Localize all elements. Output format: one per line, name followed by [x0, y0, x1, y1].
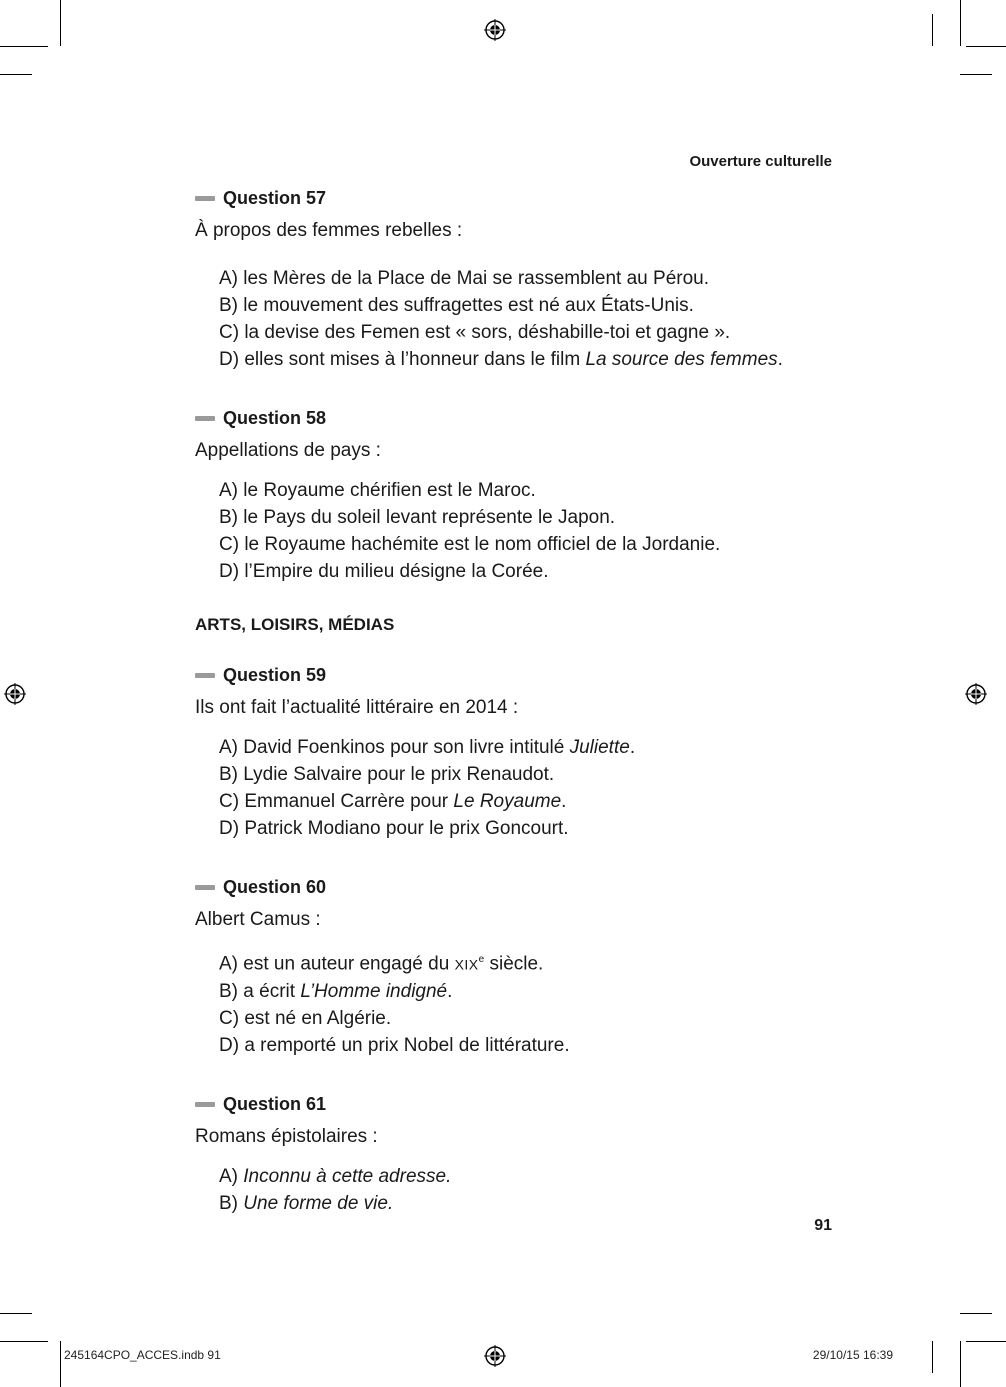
- answer-list: [219, 946, 835, 1059]
- question-heading: [195, 186, 835, 210]
- answer-b: B) a écrit L’Homme indigné.: [219, 981, 453, 1003]
- question-title: Question 61: [223, 1093, 327, 1114]
- answer-list: [219, 265, 835, 373]
- answer-c: C) le Royaume hachémite est le nom officiel de la Jordanie.: [219, 534, 721, 555]
- answer-c: C) la devise des Femen est « sors, déshabille-toi et gagne ».: [219, 322, 731, 343]
- answer-c: C) Emmanuel Carrère pour Le Royaume.: [219, 791, 567, 812]
- crop-mark-icon: [60, 1341, 61, 1387]
- question-heading: [195, 663, 835, 687]
- question-bar-icon: [195, 416, 215, 421]
- answer-d: D) a remporté un prix Nobel de littérature.: [219, 1035, 570, 1057]
- crop-mark-icon: [966, 1341, 1006, 1342]
- slug-file: 245164CPO_ACCES.indb 91: [64, 1348, 221, 1362]
- question-heading: [195, 406, 835, 430]
- answer-a: A) Inconnu à cette adresse.: [219, 1166, 452, 1188]
- question-59: [195, 663, 835, 842]
- question-bar-icon: [195, 885, 215, 890]
- answer-list: [219, 477, 835, 585]
- crop-mark-icon: [0, 46, 48, 47]
- crop-mark-icon: [960, 1313, 992, 1314]
- question-57: [195, 186, 835, 373]
- question-intro: Ils ont fait l’actualité littéraire en 2014 :: [195, 697, 519, 718]
- registration-mark-icon: [965, 683, 987, 705]
- question-58: [195, 406, 835, 585]
- film-title: La source des femmes: [585, 349, 778, 370]
- question-title: Question 60: [223, 876, 327, 897]
- question-bar-icon: [195, 196, 215, 201]
- answer-b: B) Lydie Salvaire pour le prix Renaudot.: [219, 764, 555, 785]
- crop-mark-icon: [60, 0, 61, 46]
- question-intro: À propos des femmes rebelles :: [195, 220, 463, 241]
- answer-b: B) le Pays du soleil levant représente le Japon.: [219, 507, 616, 528]
- answer-a: A) est un auteur engagé du XIXe siècle.: [219, 953, 544, 975]
- crop-mark-icon: [0, 74, 32, 75]
- running-header: Ouverture culturelle: [689, 153, 832, 170]
- crop-mark-icon: [960, 74, 992, 75]
- crop-mark-icon: [960, 1341, 961, 1387]
- book-title: L’Homme indigné: [300, 981, 448, 1003]
- answer-a: A) les Mères de la Place de Mai se rassemblent au Pérou.: [219, 268, 710, 289]
- question-61: [195, 1092, 835, 1217]
- question-title: Question 57: [223, 187, 327, 208]
- crop-mark-icon: [0, 1313, 32, 1314]
- answer-a: A) David Foenkinos pour son livre intitulé Juliette.: [219, 737, 636, 758]
- section-title: ARTS, LOISIRS, MÉDIAS: [195, 615, 395, 634]
- question-intro: Appellations de pays :: [195, 440, 381, 461]
- question-bar-icon: [195, 673, 215, 678]
- question-bar-icon: [195, 1102, 215, 1107]
- question-60: [195, 875, 835, 1059]
- page-number: 91: [814, 1217, 832, 1234]
- book-title: Juliette: [569, 737, 630, 758]
- answer-list: [219, 1163, 835, 1217]
- century-numeral: XIX: [454, 956, 479, 973]
- question-heading: [195, 1092, 835, 1116]
- book-title: Une forme de vie.: [243, 1193, 394, 1215]
- answer-a: A) le Royaume chérifien est le Maroc.: [219, 480, 536, 501]
- crop-mark-icon: [0, 1341, 48, 1342]
- crop-mark-icon: [932, 14, 933, 46]
- question-intro: Romans épistolaires :: [195, 1126, 378, 1148]
- answer-list: [219, 734, 835, 842]
- crop-mark-icon: [960, 0, 961, 46]
- registration-mark-icon: [4, 683, 26, 705]
- answer-b: B) le mouvement des suffragettes est né aux États-Unis.: [219, 295, 694, 316]
- question-title: Question 59: [223, 664, 327, 685]
- page-content: [195, 186, 835, 1250]
- question-title: Question 58: [223, 407, 327, 428]
- answer-d: D) elles sont mises à l’honneur dans le film La source des femmes.: [219, 349, 783, 370]
- question-heading: [195, 875, 835, 899]
- answer-d: D) Patrick Modiano pour le prix Goncourt.: [219, 818, 569, 839]
- answer-b: B) Une forme de vie.: [219, 1193, 394, 1215]
- slug-date: 29/10/15 16:39: [812, 1348, 893, 1362]
- registration-mark-icon: [484, 1345, 506, 1367]
- registration-mark-icon: [484, 19, 506, 41]
- book-title: Le Royaume: [453, 791, 562, 812]
- question-intro: Albert Camus :: [195, 909, 321, 930]
- crop-mark-icon: [966, 46, 1006, 47]
- answer-c: C) est né en Algérie.: [219, 1008, 392, 1030]
- crop-mark-icon: [932, 1341, 933, 1373]
- answer-d: D) l’Empire du milieu désigne la Corée.: [219, 561, 549, 582]
- book-title: Inconnu à cette adresse.: [243, 1166, 452, 1188]
